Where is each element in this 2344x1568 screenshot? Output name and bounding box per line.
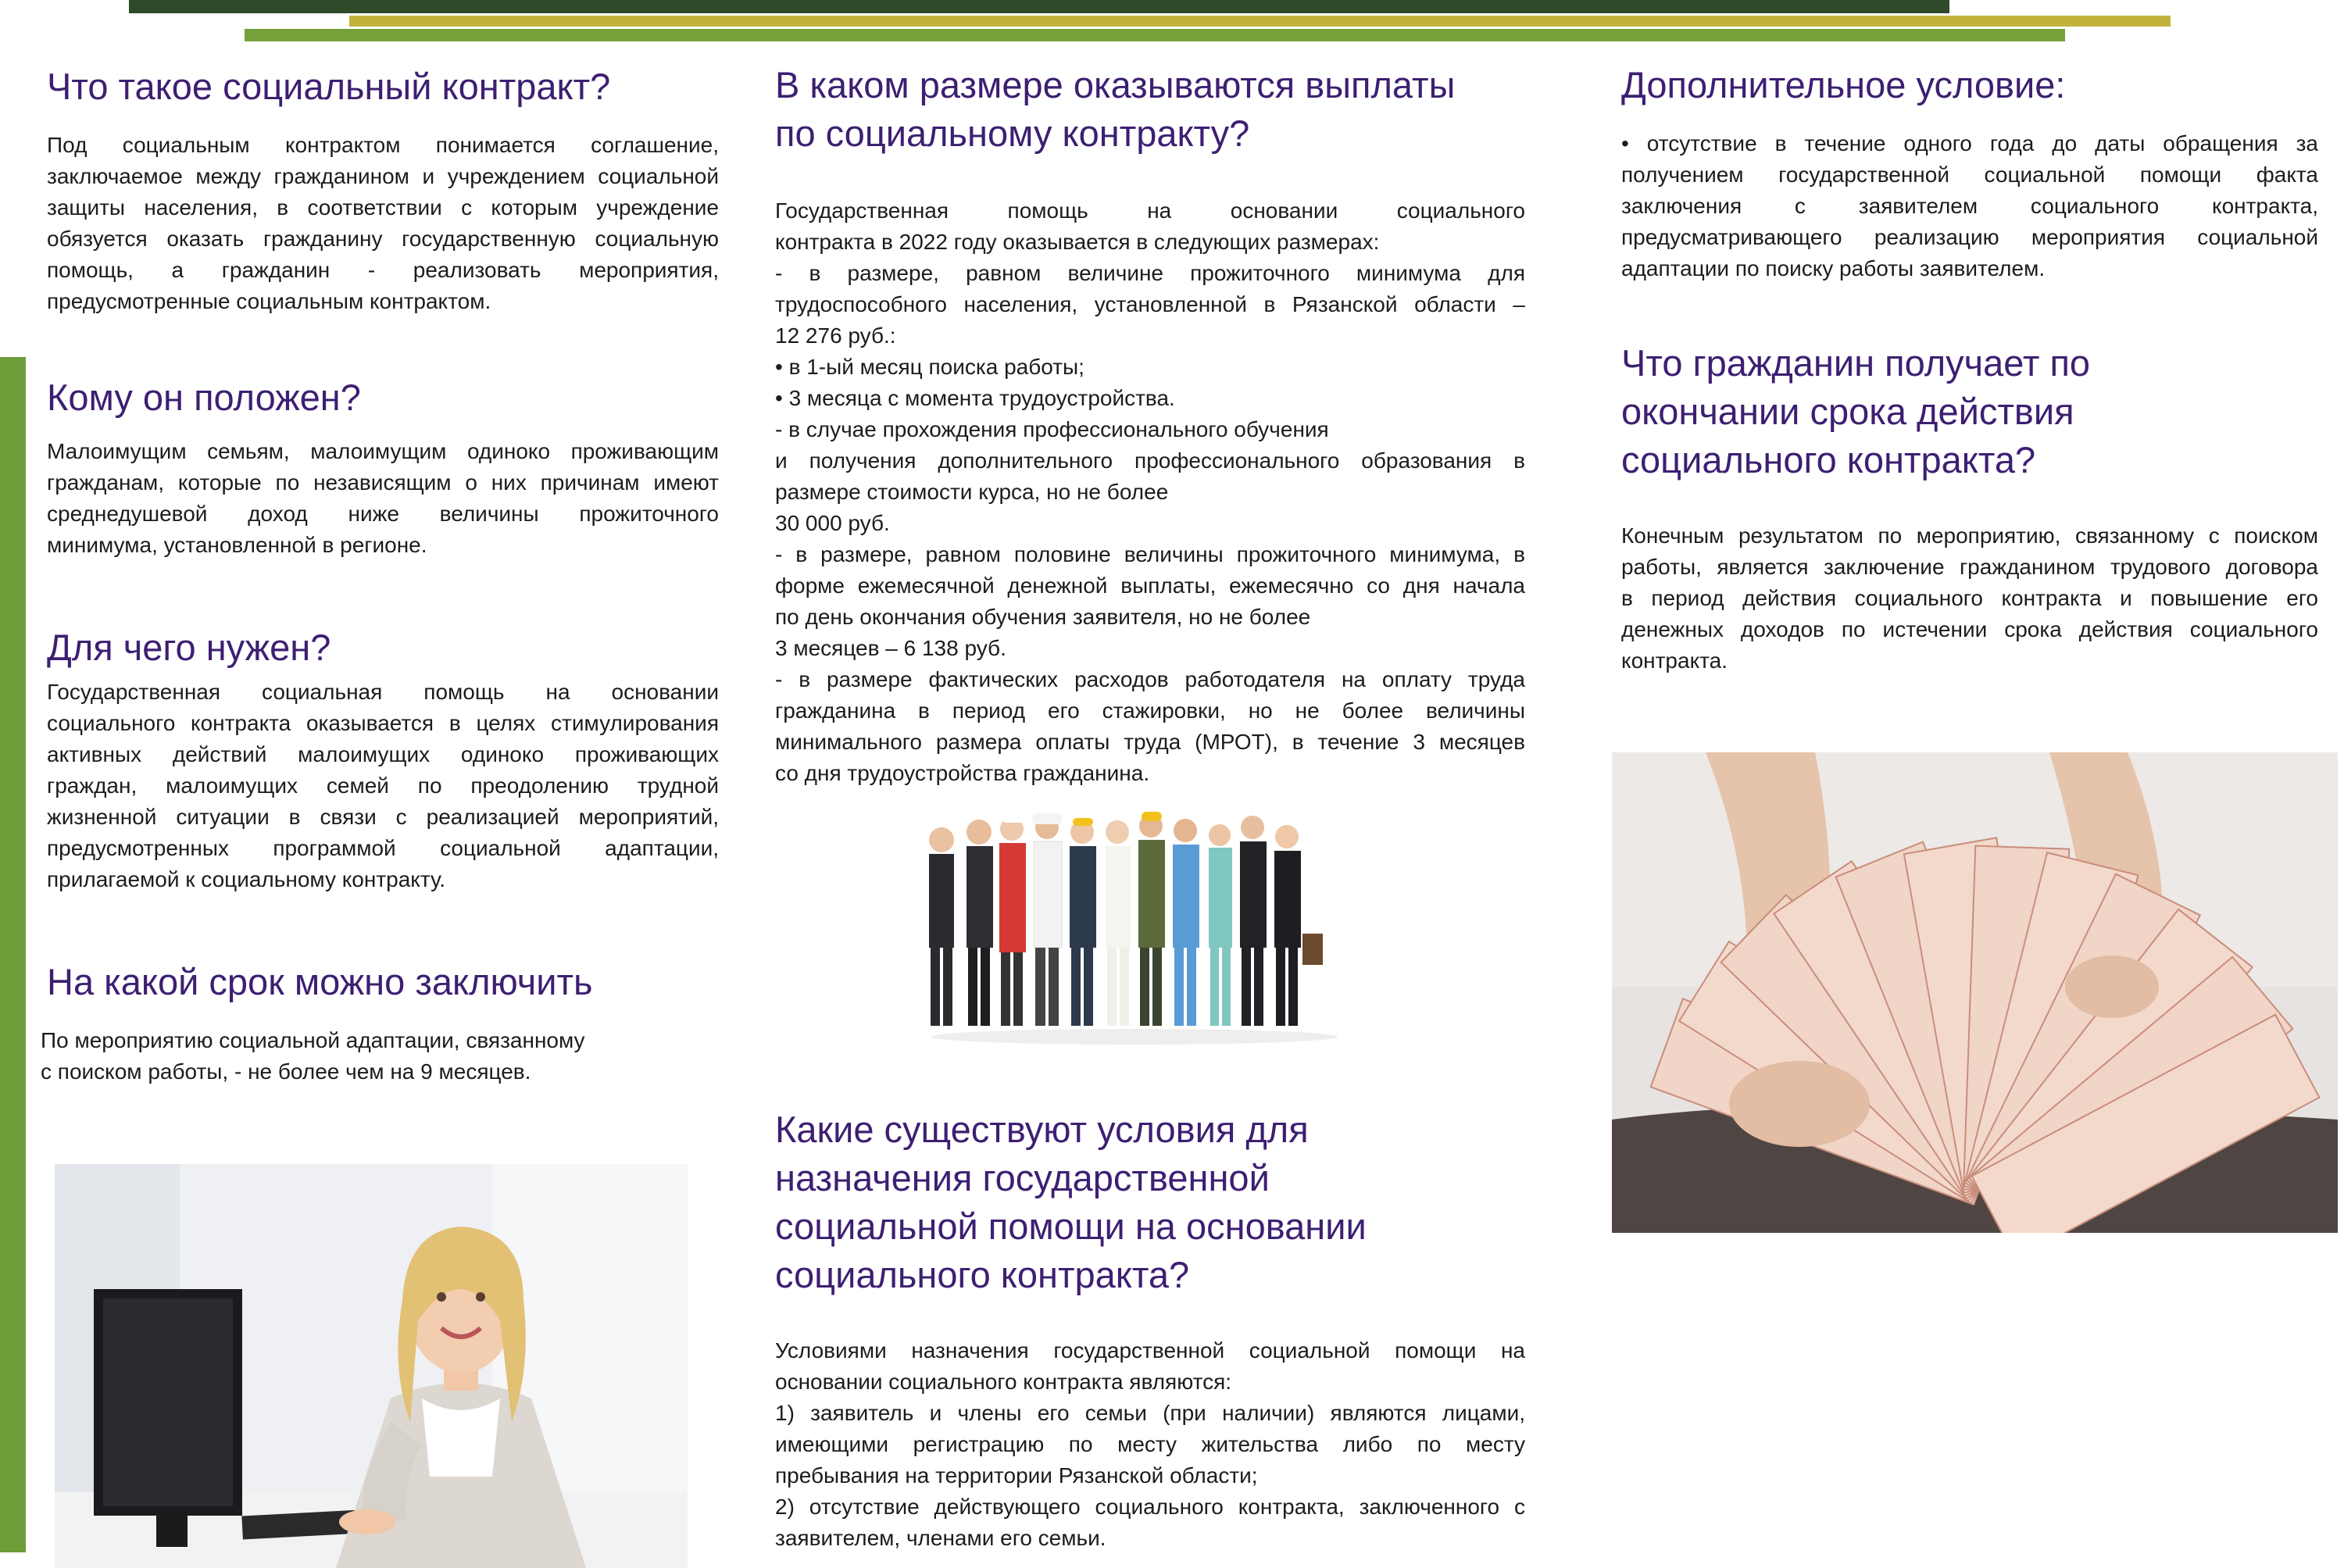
text-line: заявителем, членами его семьи. [775,1526,1106,1551]
photo-group-of-workers [918,809,1352,1047]
section-text-additional-condition [1621,128,2318,284]
text-line: минимального размера оплаты труда (МРОТ), в течение 3 месяцев [775,730,1525,755]
text-line: социального контракта оказывается в целях стимулирования [47,711,719,736]
section-text-payment-amount [775,195,1525,789]
middle-column [775,61,1525,1554]
text-line: граждан, малоимущих семей по преодолению трудной [47,773,719,798]
text-line: по день окончания обучения заявителя, но не более [775,605,1311,630]
section-text-result [1621,520,2318,677]
text-line: • отсутствие в течение одного года до даты обращения за [1621,131,2318,156]
text-line: жизненной ситуации в связи с реализацией мероприятий, [47,805,719,830]
text-line: контракта. [1621,648,1728,673]
top-bar-dark [129,0,1949,13]
text-line: Под социальным контрактом понимается соглашение, [47,133,719,158]
text-line: защиты населения, в соответствии с которым учреждение [47,195,719,220]
text-line: предусмотренных программой социальной адаптации, [47,836,719,861]
text-line: Условиями назначения государственной социальной помощи на [775,1338,1525,1363]
section-text-duration [41,1025,719,1088]
text-line: денежных доходов по истечении срока действия социального [1621,617,2318,642]
text-line: Государственная помощь на основании социального [775,198,1525,223]
photo-hands-with-banknotes [1612,752,2338,1233]
photo-woman-at-computer [55,1164,688,1568]
title-line: Какие существуют условия для [775,1109,1309,1151]
title-line: Что гражданин получает по [1621,342,2091,384]
banknotes-illustration [1612,752,2338,1233]
section-title-additional-condition: Дополнительное условие: [1621,64,2066,105]
text-line: форме ежемесячной денежной выплаты, ежемесячно со дня начала [775,573,1525,598]
text-line: прилагаемой к социальному контракту. [47,867,445,892]
text-line: гражданина в период его стажировки, но не более величины [775,698,1525,723]
title-line: окончании срока действия [1621,391,2074,433]
woman-computer-illustration [55,1164,688,1568]
text-line: • 3 месяца с момента трудоустройства. [775,386,1175,411]
section-text-what-is [47,130,719,317]
text-line: помощь, а гражданин - реализовать мероприятия, [47,258,719,283]
section-title-purpose: Для чего нужен? [47,627,331,669]
text-line: гражданам, которые по независящим о них причинам имеют [47,470,719,495]
text-line: 3 месяцев – 6 138 руб. [775,636,1006,661]
right-column [1621,61,2318,677]
text-line: заключаемое между гражданином и учреждением социальной [47,164,719,189]
title-line: социальной помощи на основании [775,1205,1367,1248]
section-title-conditions [775,1105,1525,1299]
text-line: 2) отсутствие действующего социального контракта, заключенного с [775,1495,1525,1520]
top-bar-green [245,29,2065,41]
text-line: По мероприятию социальной адаптации, связанному [41,1028,585,1053]
section-title-duration: На какой срок можно заключить [47,961,593,1003]
text-line: работы, является заключение гражданином трудового договора [1621,555,2318,580]
text-line: в период действия социального контракта и повышение его [1621,586,2318,611]
section-text-who-eligible [47,436,719,561]
section-text-purpose [47,677,719,895]
title-line: назначения государственной [775,1157,1270,1199]
text-line: адаптации по поиску работы заявителем. [1621,256,2046,281]
text-line: 1) заявитель и члены его семьи (при наличии) являются лицами, [775,1401,1525,1426]
text-line: обязуется оказать гражданину государственную социальную [47,227,719,252]
text-line: со дня трудоустройства гражданина. [775,761,1150,786]
title-line: В каком размере оказываются выплаты [775,64,1456,105]
top-bar-gold [349,16,2171,27]
section-title-what-is: Что такое социальный контракт? [47,66,611,107]
title-line: социального контракта? [775,1254,1190,1296]
text-line: заключения с заявителем социального контракта, [1621,194,2318,219]
section-title-who-eligible: Кому он положен? [47,377,361,419]
text-line: пребывания на территории Рязанской области; [775,1463,1258,1488]
text-line: - в случае прохождения профессионального обучения [775,417,1329,442]
section-title-result [1621,339,2318,484]
workers-illustration [918,809,1352,1047]
section-title-payment-amount [775,61,1525,158]
text-line: - в размере, равном величине прожиточного минимума для [775,261,1525,286]
text-line: получением государственной социальной помощи факта [1621,163,2318,188]
title-line: по социальному контракту? [775,113,1250,155]
left-column [41,63,719,1088]
text-line: трудоспособного населения, установленной в Рязанской области – [775,292,1525,317]
text-line: Конечным результатом по мероприятию, связанному с поиском [1621,523,2318,548]
text-line: размере стоимости курса, но не более [775,480,1169,505]
text-line: минимума, установленной в регионе. [47,533,427,558]
title-line: социального контракта? [1621,439,2036,481]
section-text-conditions [775,1335,1525,1554]
text-line: среднедушевой доход ниже величины прожиточного [47,502,719,527]
text-line: и получения дополнительного профессионального образования в [775,448,1525,473]
text-line: Государственная социальная помощь на основании [47,680,719,705]
text-line: контракта в 2022 году оказывается в следующих размерах: [775,230,1380,255]
text-line: 30 000 руб. [775,511,890,536]
side-bar-green [0,357,26,1552]
text-line: основании социального контракта являются: [775,1370,1232,1395]
text-line: - в размере, равном половине величины прожиточного минимума, в [775,542,1525,567]
text-line: • в 1-ый месяц поиска работы; [775,355,1084,380]
text-line: предусматривающего реализацию мероприятия социальной [1621,225,2318,250]
text-line: - в размере фактических расходов работодателя на оплату труда [775,667,1525,692]
text-line: имеющими регистрацию по месту жительства либо по месту [775,1432,1525,1457]
text-line: активных действий малоимущих одиноко проживающих [47,742,719,767]
text-line: Малоимущим семьям, малоимущим одиноко проживающим [47,439,719,464]
text-line: с поиском работы, - не более чем на 9 месяцев. [41,1059,531,1084]
text-line: 12 276 руб.: [775,323,896,348]
text-line: предусмотренные социальным контрактом. [47,289,491,314]
